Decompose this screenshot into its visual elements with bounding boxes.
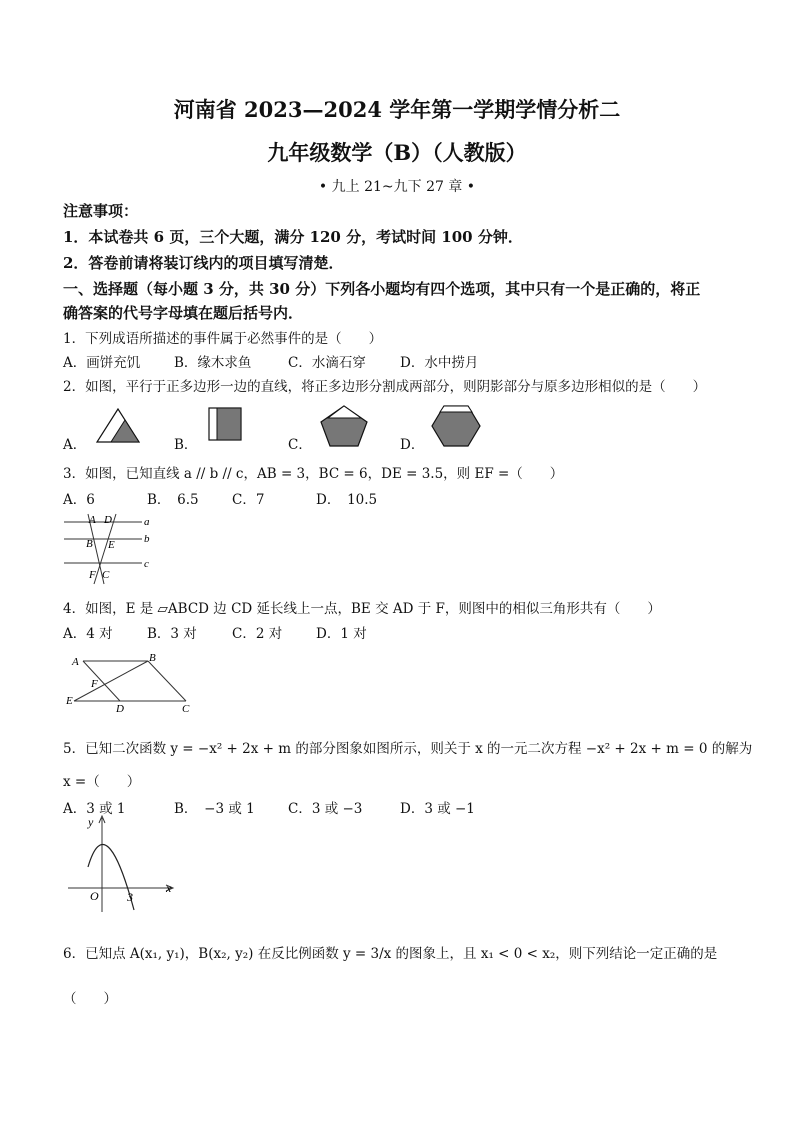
notes-item-2: 2．答卷前请将装订线内的项目填写清楚． xyxy=(63,254,344,272)
q3-label-D: D xyxy=(104,514,112,526)
q5-label-O: O xyxy=(90,889,99,903)
q3-label-a: a xyxy=(144,516,150,528)
q5-option-c: C．3 或 −3 xyxy=(288,801,363,817)
q4-option-b: B．3 对 xyxy=(147,626,197,642)
q3-label-F: F xyxy=(89,569,96,581)
q2-option-c: C． xyxy=(288,437,312,453)
q2-option-a: A． xyxy=(63,437,87,453)
q2-option-d: D． xyxy=(400,437,425,453)
q2-stem: 2．如图，平行于正多边形一边的直线，将正多边形分割成两部分，则阴影部分与原多边形相似的是（ ） xyxy=(63,379,707,395)
q4-label-B: B xyxy=(149,652,156,664)
notes-item-1: 1．本试卷共 6 页，三个大题，满分 120 分，考试时间 100 分钟． xyxy=(63,228,523,246)
q1-option-b: B．缘木求鱼 xyxy=(174,355,252,371)
q5-label-x: x xyxy=(166,881,172,895)
q5-option-a: A．3 或 1 xyxy=(63,801,126,817)
q1-stem: 1．下列成语所描述的事件属于必然事件的是（ ） xyxy=(63,331,383,347)
q4-parallelogram-figure xyxy=(66,650,196,714)
q5-parabola-figure xyxy=(62,812,182,916)
q3-option-a: A．6 xyxy=(63,492,95,508)
section1-instructions-line1: 一、选择题（每小题 3 分，共 30 分）下列各小题均有四个选项，其中只有一个是正确的，将正 xyxy=(63,280,701,298)
q6-stem-answer: （ ） xyxy=(63,991,117,1007)
q4-option-d: D．1 对 xyxy=(316,626,367,642)
q4-label-D: D xyxy=(116,703,124,715)
q2-hexagon-figure xyxy=(430,404,482,448)
q4-option-a: A．4 对 xyxy=(63,626,113,642)
q3-option-c: C．7 xyxy=(232,492,265,508)
q3-parallel-lines-figure xyxy=(60,510,160,588)
q4-stem: 4．如图，E 是 ▱ABCD 边 CD 延长线上一点，BE 交 AD 于 F，则图中的相似三角形共有（ ） xyxy=(63,601,661,617)
q4-label-C: C xyxy=(182,703,190,715)
q3-option-b: B． 6.5 xyxy=(147,492,199,508)
q3-label-A: A xyxy=(89,514,96,526)
q2-triangle-figure xyxy=(95,407,145,445)
q3-label-C: C xyxy=(102,569,110,581)
q5-stem-answer: x =（ ） xyxy=(63,774,141,790)
q4-label-E: E xyxy=(66,695,73,707)
q3-label-c: c xyxy=(144,558,149,570)
q5-stem: 5．已知二次函数 y = −x² + 2x + m 的部分图象如图所示，则关于 x 的一元二次方程 −x² + 2x + m = 0 的解为 xyxy=(63,741,753,757)
q3-label-B: B xyxy=(86,538,93,550)
notes-heading: 注意事项： xyxy=(63,202,139,220)
q4-option-c: C．2 对 xyxy=(232,626,283,642)
q5-label-3: 3 xyxy=(127,890,133,904)
q2-square-figure xyxy=(208,407,244,443)
q3-label-E: E xyxy=(108,539,115,551)
q1-option-c: C．水滴石穿 xyxy=(288,355,366,371)
q4-label-A: A xyxy=(72,656,79,668)
q5-option-b: B． −3 或 1 xyxy=(174,801,255,817)
section1-instructions-line2: 确答案的代号字母填在题后括号内． xyxy=(63,304,304,322)
exam-subtitle: 九年级数学（B）（人教版） xyxy=(267,140,527,165)
exam-title: 河南省 2023—2024 学年第一学期学情分析二 xyxy=(173,97,621,122)
q2-option-b: B． xyxy=(174,437,198,453)
q3-option-d: D． 10.5 xyxy=(316,492,378,508)
q6-stem: 6．已知点 A(x₁, y₁)，B(x₂, y₂) 在反比例函数 y = 3/x 的图象上，且 x₁ < 0 < x₂，则下列结论一定正确的是 xyxy=(63,946,718,962)
q3-stem: 3．如图，已知直线 a // b // c，AB = 3，BC = 6，DE = 3.5，则 EF =（ ） xyxy=(63,466,564,482)
q1-option-a: A．画饼充饥 xyxy=(63,355,141,371)
q4-label-F: F xyxy=(91,678,98,690)
q2-pentagon-figure xyxy=(318,404,370,448)
q5-option-d: D．3 或 −1 xyxy=(400,801,475,817)
q5-label-y: y xyxy=(88,815,94,829)
q3-label-b: b xyxy=(144,533,150,545)
chapter-scope: • 九上 21~九下 27 章 • xyxy=(318,179,476,195)
q1-option-d: D．水中捞月 xyxy=(400,355,479,371)
